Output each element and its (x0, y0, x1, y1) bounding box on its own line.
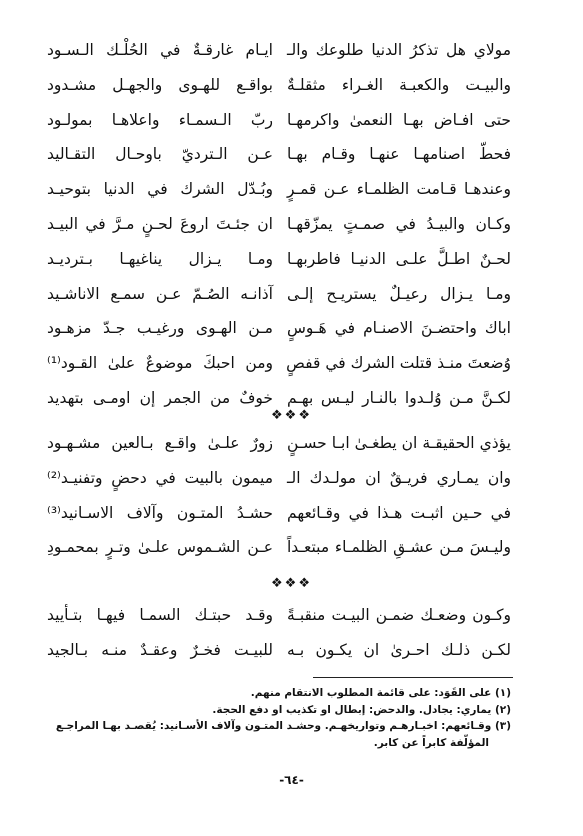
verse-first-hemistich: وليـسَ مـن عشـقِ الظلمـاء مبتعـداً (287, 538, 511, 557)
verse-line (0, 638, 583, 673)
verse-second-hemistich: ومن احبكَ موضوعٌ علىٰ القـود⁽¹⁾ (47, 354, 273, 373)
verse-line (0, 177, 583, 212)
verse-line (0, 501, 583, 536)
verse-second-hemistich: مـن الهـوى ورغيـب جـدّ مزهـود (47, 319, 273, 338)
poem-stanza-1 (0, 38, 583, 421)
footnote-2: (٢) يماري: يجادل. والدحض: إبطال او تكذيب او دفع الحجة. (212, 703, 511, 716)
verse-line (0, 282, 583, 317)
verse-first-hemistich: لحـنٌ اطـلَّ علـى الدنيـا فاطربهـا (287, 249, 511, 268)
verse-line (0, 73, 583, 108)
poem-stanza-3 (0, 603, 583, 673)
page-number: -٦٤- (279, 773, 304, 787)
verse-second-hemistich: ان جئـتَ اروعَ لحـنٍ مـرَّ في البيـد (47, 214, 273, 233)
verse-first-hemistich: في حـين اثبـت هـذا في وقـائعهم (287, 503, 511, 522)
verse-first-hemistich: وكـون وضعـك ضمـن البيـت منقبـةً (287, 606, 511, 624)
verse-line (0, 466, 583, 501)
verse-first-hemistich: فحطّ اصنامهـا عنهـا وقـام بهـا (287, 145, 511, 164)
verse-second-hemistich: ايـام غارقـةٌ في الحُلْـك الـسـود (47, 41, 273, 59)
verse-first-hemistich: اباك واحتضـنَ الاصنـام في هَـوسٍ (287, 319, 511, 338)
verse-line (0, 351, 583, 386)
verse-first-hemistich: لكـن ذلـك احـرىٰ ان يكـون بـه (287, 640, 511, 659)
footnote-1: (١) على القَوَد: على قائمة المطلوب الانتقام منهم. (250, 687, 511, 699)
verse-first-hemistich: حتى افـاض بهـا النعمىٰ واكرمهـا (287, 110, 511, 129)
verse-second-hemistich: وبُـدّل الشرك في الدنيا بتوحيـد (47, 180, 273, 199)
verse-first-hemistich: ومـا يـزال رعيـلٌ يستريـح إلـى (287, 284, 511, 303)
verse-line (0, 142, 583, 177)
verse-second-hemistich: عـن الشـموس علـىٰ وتـرٍ بمحمـودِ (47, 538, 273, 557)
verse-line (0, 535, 583, 570)
verse-first-hemistich: يؤذي الحقيقـة ان يطغـىٰ ابـا حسـنٍ (287, 434, 511, 452)
verse-second-hemistich: آذانـه الصُـمّ عـن سمـع الاناشـيد (47, 284, 273, 303)
verse-line (0, 212, 583, 247)
verse-first-hemistich: لكـنَّ مـن وُلـدوا بالنـار ليـس بهـم (287, 388, 511, 407)
verse-second-hemistich: خوفٌ من الجمر إن اومـى بتهديد (47, 388, 273, 407)
verse-second-hemistich: زورٌ علـىٰ واقـع بـالعين مشـهـود (47, 434, 273, 452)
verse-second-hemistich: بواقـع للهـوى والجهـل مشـدود (47, 75, 273, 94)
footnote-3-continuation: المؤلّفة كابراً عن كابر. (373, 736, 489, 749)
stanza-separator: ❖❖❖ (271, 408, 312, 423)
verse-second-hemistich: عـن الـترديّ باوحـال التقـاليد (47, 145, 273, 164)
verse-line (0, 38, 583, 73)
verse-first-hemistich: وكـان والبيـدُ في صمـتٍ يمزّقهـا (287, 214, 511, 233)
verse-second-hemistich: وقـد حبتـك السمـا فيهـا بتـأييد (47, 606, 273, 624)
verse-line (0, 603, 583, 638)
verse-line (0, 316, 583, 351)
footnote-divider (313, 677, 513, 678)
poem-stanza-2 (0, 431, 583, 570)
footnotes (55, 685, 511, 751)
verse-second-hemistich: للبيـت فخـرٌ وعقـدٌ منـه بـالجيد (47, 640, 273, 659)
verse-first-hemistich: وعندهـا قـامت الظلمـاء عـن قمـرٍ (287, 180, 511, 199)
verse-second-hemistich: حشـدُ المتـون وآلاف الاسـانيد⁽³⁾ (47, 503, 273, 522)
verse-first-hemistich: مولاي هل تذكرُ الدنيا طلوعك والـ (287, 41, 511, 59)
verse-second-hemistich: ومـا يـزال يناغيهـا بـترديـد (47, 249, 273, 268)
verse-line (0, 247, 583, 282)
stanza-separator: ❖❖❖ (271, 576, 312, 591)
verse-line (0, 431, 583, 466)
verse-second-hemistich: ميمون بالبيت في دحضٍ وتفنيـد⁽²⁾ (47, 468, 273, 487)
footnote-3: (٣) وقـائعهم: اخبـارهـم وتواريخهـم. وحشـد المتـون وآلاف الأسـانيد: يُقصـد بهـا المراجـع (55, 720, 511, 732)
verse-first-hemistich: وُضعتَ منـذ قتلت الشرك في قفصٍ (286, 354, 511, 373)
verse-first-hemistich: والبيـت والكعبـة الغـراء مثقلـةٌ (287, 75, 511, 94)
verse-first-hemistich: وان يمـاري فريـقٌ ان مولـدك الـ (287, 468, 511, 487)
verse-second-hemistich: ربّ الـسمـاء واعلاهـا بمولـود (47, 110, 273, 129)
verse-line (0, 108, 583, 143)
